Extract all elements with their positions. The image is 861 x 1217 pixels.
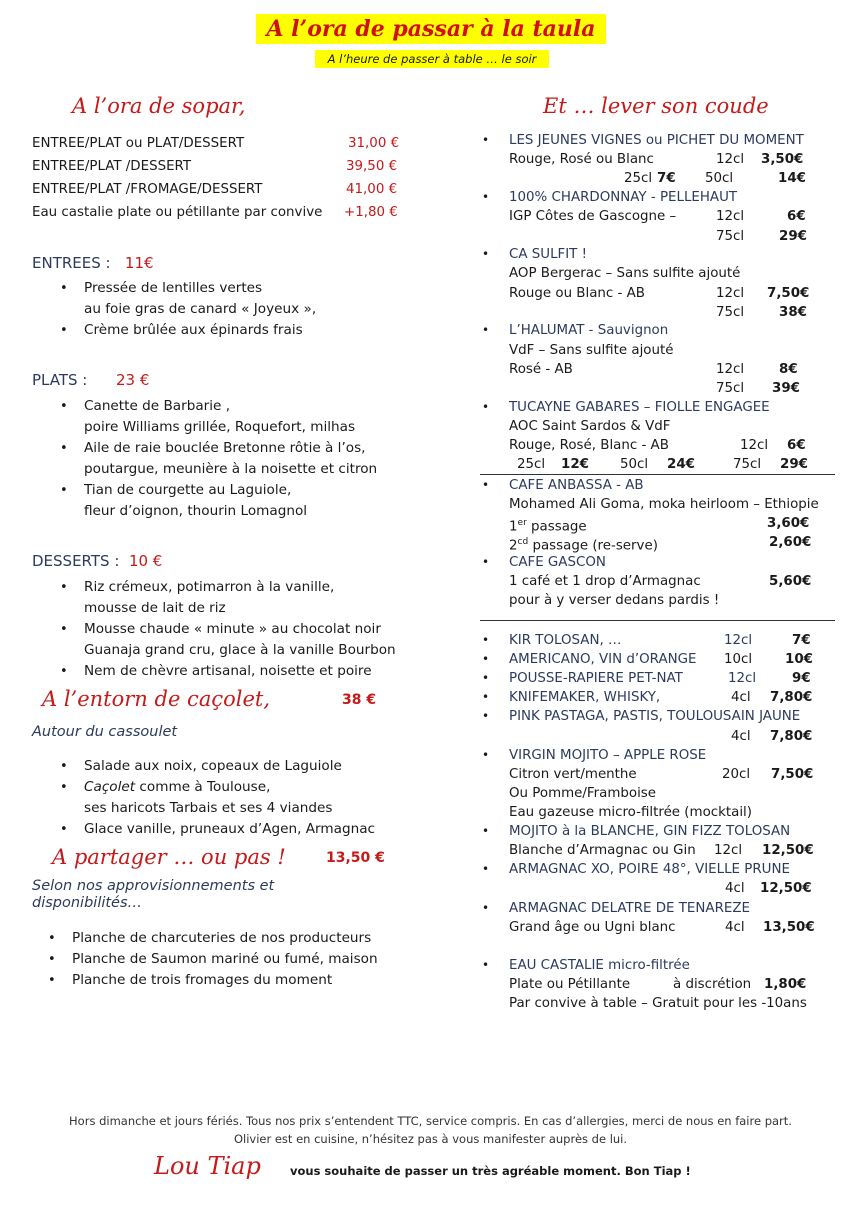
menu-title: A l’ora de passar à la taula: [256, 14, 606, 44]
plats-price: 23 €: [115, 371, 150, 389]
drink-detail: 1er passage: [509, 518, 587, 535]
drink-name: POUSSE-RAPIERE PET-NAT: [509, 671, 683, 686]
desserts-label: DESSERTS :: [32, 552, 120, 570]
drink-detail: Rouge, Rosé, Blanc - AB: [509, 438, 669, 453]
entrees-label: ENTREES :: [32, 254, 111, 272]
formula-price: 39,50 €: [346, 159, 398, 174]
formula-price: +1,80 €: [344, 205, 398, 220]
partager-heading: A partager … ou pas !: [52, 845, 286, 869]
list-item: • Pressée de lentilles vertes au foie gras de canard « Joyeux »,: [56, 278, 316, 320]
drink-volume: 12cl: [728, 671, 757, 686]
partager-subtitle: Selon nos approvisionnements et disponibilités…: [32, 878, 275, 911]
drink-price: 14€: [778, 171, 806, 186]
drink-detail: Par convive à table – Gratuit pour les -10ans: [509, 996, 807, 1011]
drink-name: CAFE ANBASSA - AB: [509, 478, 644, 493]
drink-volume: 12cl: [714, 843, 743, 858]
drink-name: 100% CHARDONNAY - PELLEHAUT: [509, 190, 738, 205]
menu-subtitle: A l’heure de passer à table … le soir: [315, 50, 549, 68]
drink-price: 7,50€: [771, 767, 814, 782]
drink-price: 12,50€: [762, 843, 814, 858]
drinks-heading: Et … lever son coude: [543, 94, 769, 118]
drink-volume: 50cl: [705, 171, 734, 186]
drink-volume: 12cl: [716, 362, 745, 377]
desserts-price: 10 €: [128, 552, 163, 570]
footer-line-1: Hors dimanche et jours fériés. Tous nos prix s’entendent TTC, service compris. En cas d’allergies, merci de nous en faire part.: [69, 1114, 792, 1128]
drink-detail: AOP Bergerac – Sans sulfite ajouté: [509, 266, 741, 281]
drink-name: KNIFEMAKER, WHISKY,: [509, 690, 661, 705]
drink-detail: 1 café et 1 drop d’Armagnac: [509, 574, 701, 589]
list-item: • Nem de chèvre artisanal, noisette et poire: [56, 661, 396, 682]
formula-label: Eau castalie plate ou pétillante par convive: [32, 205, 323, 220]
list-item: • Glace vanille, pruneaux d’Agen, Armagnac: [56, 819, 375, 840]
divider: [480, 474, 835, 475]
bullet: •: [482, 901, 490, 915]
drink-volume: 75cl: [716, 381, 745, 396]
drink-detail: Plate ou Pétillante: [509, 977, 631, 992]
drink-volume: 4cl: [731, 729, 751, 744]
drink-price: 29€: [779, 229, 807, 244]
plats-label: PLATS :: [32, 371, 88, 389]
cassoulet-heading: A l’entorn de caçolet,: [42, 687, 270, 711]
drink-volume: 75cl: [716, 229, 745, 244]
cassoulet-list: [56, 756, 375, 840]
drink-volume: 75cl: [733, 457, 762, 472]
drink-price: 5,60€: [769, 574, 812, 589]
drink-name: LES JEUNES VIGNES ou PICHET DU MOMENT: [509, 133, 804, 148]
drink-name: EAU CASTALIE micro-filtrée: [509, 958, 690, 973]
drink-name: KIR TOLOSAN, …: [509, 633, 622, 648]
drink-price: 2,60€: [769, 535, 812, 550]
drink-price: 12,50€: [760, 881, 812, 896]
list-item: • Riz crémeux, potimarron à la vanille, mousse de lait de riz: [56, 577, 396, 619]
drink-price: 9€: [792, 671, 811, 686]
drink-name: CA SULFIT !: [509, 247, 587, 262]
bullet: •: [482, 652, 490, 666]
partager-list: [44, 928, 378, 991]
drink-volume: 20cl: [722, 767, 751, 782]
bullet: •: [482, 671, 490, 685]
drink-name: VIRGIN MOJITO – APPLE ROSE: [509, 748, 707, 763]
entrees-price: 11€: [124, 254, 154, 272]
footer-line-2: Olivier est en cuisine, n’hésitez pas à vous manifester auprès de lui.: [233, 1132, 628, 1146]
list-item: • Planche de trois fromages du moment: [44, 970, 378, 991]
desserts-heading: [32, 552, 162, 570]
drink-name: MOJITO à la BLANCHE, GIN FIZZ TOLOSAN: [509, 824, 791, 839]
list-item: • Aile de raie bouclée Bretonne rôtie à l’os, poutargue, meunière à la noisette et citron: [56, 438, 377, 480]
drink-volume: 12cl: [716, 286, 745, 301]
drink-price: 39€: [772, 381, 800, 396]
drink-price: 38€: [779, 305, 807, 320]
desserts-list: [56, 577, 396, 682]
plats-list: [56, 396, 377, 522]
bullet: •: [482, 190, 490, 204]
list-item: • Caçolet comme à Toulouse, ses haricots Tarbais et ses 4 viandes: [56, 777, 375, 819]
drink-volume: 25cl: [517, 457, 546, 472]
bullet: •: [482, 690, 490, 704]
cassoulet-price: 38 €: [342, 692, 377, 708]
list-item: • Planche de charcuteries de nos producteurs: [44, 928, 378, 949]
formula-price: 31,00 €: [348, 136, 400, 151]
drink-price: 7€: [792, 633, 811, 648]
cassoulet-subtitle: Autour du cassoulet: [32, 724, 178, 740]
bullet: •: [482, 247, 490, 261]
bullet: •: [482, 862, 490, 876]
bullet: •: [482, 958, 490, 972]
drink-price: 1,80€: [764, 977, 807, 992]
partager-price: 13,50 €: [326, 850, 385, 866]
drink-volume: 75cl: [716, 305, 745, 320]
drink-detail: à discrétion: [673, 977, 752, 992]
drink-price: 12€: [561, 457, 589, 472]
drink-detail: VdF – Sans sulfite ajouté: [509, 343, 674, 358]
drink-price: 7,80€: [770, 729, 813, 744]
bullet: •: [482, 709, 490, 723]
drink-name: ARMAGNAC DELATRE DE TENAREZE: [509, 901, 750, 916]
drink-volume: 4cl: [731, 690, 751, 705]
drink-price: 6€: [787, 209, 806, 224]
drink-name: AMERICANO, VIN d’ORANGE: [509, 652, 697, 667]
formula-label: ENTREE/PLAT /FROMAGE/DESSERT: [32, 182, 263, 197]
drink-price: 6€: [787, 438, 806, 453]
bullet: •: [482, 133, 490, 147]
drink-volume: 10cl: [724, 652, 753, 667]
drink-price: 3,50€: [761, 152, 804, 167]
list-item: • Tian de courgette au Laguiole, fleur d’oignon, thourin Lomagnol: [56, 480, 377, 522]
drink-name: PINK PASTAGA, PASTIS, TOULOUSAIN JAUNE: [509, 709, 801, 724]
divider: [480, 620, 835, 621]
list-item: • Salade aux noix, copeaux de Laguiole: [56, 756, 375, 777]
drink-detail: pour à y verser dedans pardis !: [509, 593, 720, 608]
drink-name: ARMAGNAC XO, POIRE 48°, VIELLE PRUNE: [509, 862, 790, 877]
drink-price: 13,50€: [763, 920, 815, 935]
bullet: •: [482, 748, 490, 762]
drink-name: TUCAYNE GABARES – FIOLLE ENGAGEE: [509, 400, 770, 415]
list-item: • Canette de Barbarie , poire Williams grillée, Roquefort, milhas: [56, 396, 377, 438]
entrees-heading: [32, 254, 154, 272]
drink-volume: 4cl: [725, 920, 745, 935]
footer-tagline: vous souhaite de passer un très agréable moment. Bon Tiap !: [290, 1164, 691, 1178]
formula-price: 41,00 €: [346, 182, 398, 197]
drink-detail: Rosé - AB: [509, 362, 573, 377]
drink-volume: 12cl: [716, 209, 745, 224]
drink-price: 3,60€: [767, 516, 810, 531]
bullet: •: [482, 400, 490, 414]
bullet: •: [482, 478, 490, 492]
drink-price: 8€: [779, 362, 798, 377]
drink-volume: 50cl: [620, 457, 649, 472]
drink-volume: 12cl: [740, 438, 769, 453]
drink-price: 29€: [780, 457, 808, 472]
drink-volume: 12cl: [716, 152, 745, 167]
drink-detail: Rouge ou Blanc - AB: [509, 286, 645, 301]
drink-detail: Mohamed Ali Goma, moka heirloom – Ethiopie: [509, 497, 819, 512]
drink-detail: IGP Côtes de Gascogne –: [509, 209, 677, 224]
drink-detail: Eau gazeuse micro-filtrée (mocktail): [509, 805, 752, 820]
formula-label: ENTREE/PLAT ou PLAT/DESSERT: [32, 136, 245, 151]
signature: Lou Tiap: [154, 1152, 261, 1180]
list-item: • Crème brûlée aux épinards frais: [56, 320, 316, 341]
drink-detail: Grand âge ou Ugni blanc: [509, 920, 676, 935]
drink-detail: $2^{cd}$ passage (re-serve): [509, 537, 658, 554]
drink-detail: AOC Saint Sardos & VdF: [509, 419, 671, 434]
drink-name: CAFE GASCON: [509, 555, 606, 570]
bullet: •: [482, 555, 490, 569]
drink-price: 24€: [667, 457, 695, 472]
entrees-list: [56, 278, 316, 341]
bullet: •: [482, 824, 490, 838]
bullet: •: [482, 633, 490, 647]
drink-detail: Ou Pomme/Framboise: [509, 786, 657, 801]
bullet: •: [482, 323, 490, 337]
drink-volume: 4cl: [725, 881, 745, 896]
drink-price: 7,50€: [767, 286, 810, 301]
formula-label: ENTREE/PLAT /DESSERT: [32, 159, 192, 174]
sopar-heading: A l’ora de sopar,: [72, 94, 246, 118]
drink-detail: Blanche d’Armagnac ou Gin: [509, 843, 696, 858]
drink-price: 7,80€: [770, 690, 813, 705]
drink-name: L’HALUMAT - Sauvignon: [509, 323, 669, 338]
drink-volume: 12cl: [724, 633, 753, 648]
list-item: • Planche de Saumon mariné ou fumé, maison: [44, 949, 378, 970]
drink-price: 7€: [657, 171, 676, 186]
list-item: • Mousse chaude « minute » au chocolat noir Guanaja grand cru, glace à la vanille Bourbon: [56, 619, 396, 661]
drink-detail: Citron vert/menthe: [509, 767, 637, 782]
drink-detail: Rouge, Rosé ou Blanc: [509, 152, 654, 167]
plats-heading: [32, 371, 149, 389]
drink-price: 10€: [785, 652, 813, 667]
drink-volume: 25cl: [624, 171, 653, 186]
